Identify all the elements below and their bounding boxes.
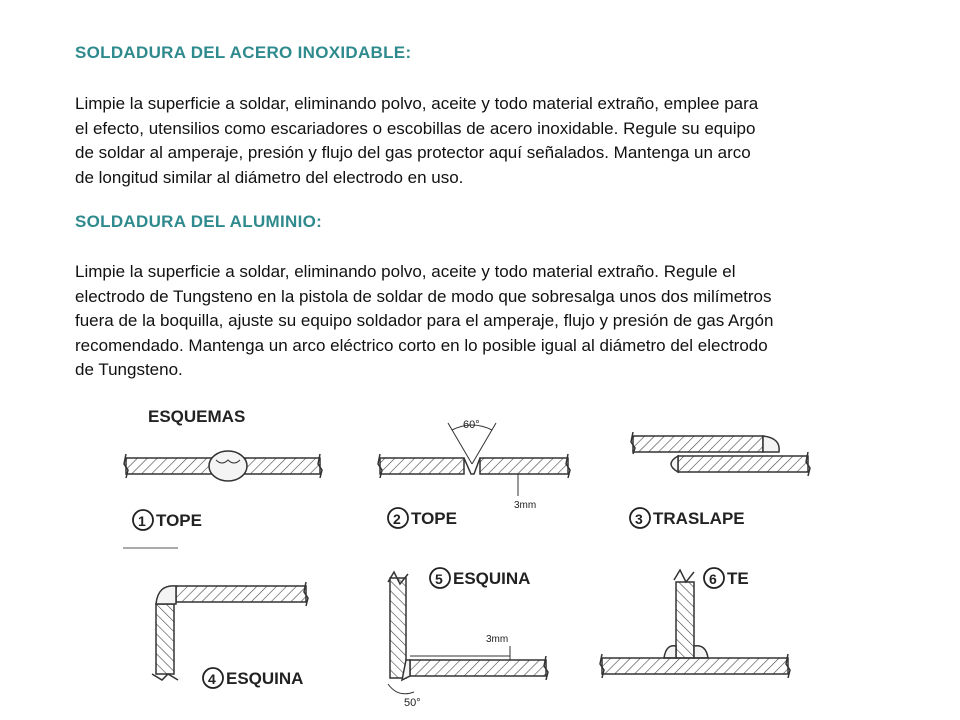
diagram-title: ESQUEMAS — [148, 407, 246, 426]
section-title-aluminum: SOLDADURA DEL ALUMINIO: — [75, 212, 323, 231]
svg-text:TOPE: TOPE — [156, 511, 202, 530]
joint-6-te — [600, 570, 790, 678]
text-line: fuera de la boquilla, ajuste su equipo soldador para el amperaje, flujo y presión de gas Argón — [75, 311, 774, 330]
svg-text:5: 5 — [435, 571, 443, 587]
text-line: el efecto, utensilios como escariadores o escobillas de acero inoxidable. Regule su equipo — [75, 118, 756, 138]
text-line: Limpie la superficie a soldar, eliminando polvo, aceite y todo material extraño, emplee para — [75, 94, 759, 113]
svg-text:ESQUINA: ESQUINA — [226, 669, 304, 688]
gap-3mm-label: 3mm — [514, 500, 537, 511]
joint-3-label — [630, 508, 745, 528]
gap-3mm-label-5: 3mm — [486, 634, 509, 645]
svg-text:TRASLAPE: TRASLAPE — [653, 509, 745, 528]
svg-text:ESQUINA: ESQUINA — [453, 569, 531, 588]
svg-text:4: 4 — [208, 671, 216, 687]
text-line: de soldar al amperaje, presión y flujo del gas protector aquí señalados. Mantenga un arco — [75, 143, 751, 162]
paragraph-stainless — [75, 92, 955, 190]
svg-text:1: 1 — [138, 513, 146, 529]
weld-bead — [209, 451, 247, 481]
paragraph-aluminum — [75, 260, 955, 383]
svg-text:TOPE: TOPE — [411, 509, 457, 528]
text-line: electrodo de Tungsteno en la pistola de soldar de modo que sobresalga unos dos milímetros — [75, 286, 772, 306]
angle-60-label: 60° — [463, 419, 480, 431]
joint-1-tope — [124, 451, 322, 481]
svg-text:2: 2 — [393, 511, 401, 527]
joint-4-esquina — [152, 582, 308, 680]
joint-5-esquina — [388, 572, 548, 694]
text-line: recomendado. Mantenga un arco eléctrico corto en lo posible igual al diámetro del electrodo — [75, 335, 768, 355]
text-line: Limpie la superficie a soldar, eliminando polvo, aceite y todo material extraño. Regule el — [75, 262, 736, 281]
joint-4-label — [203, 668, 303, 688]
section-title-stainless: SOLDADURA DEL ACERO INOXIDABLE: — [75, 43, 412, 62]
joint-3-traslape — [631, 432, 810, 476]
welding-joints-diagram — [118, 398, 960, 720]
text-line: de longitud similar al diámetro del electrodo en uso. — [75, 167, 464, 187]
angle-50-label: 50° — [404, 697, 421, 709]
joint-5-label — [430, 568, 530, 588]
joint-6-label — [704, 568, 749, 588]
svg-text:6: 6 — [709, 571, 717, 587]
svg-text:3: 3 — [635, 511, 643, 527]
joint-1-label — [133, 510, 202, 530]
text-line: de Tungsteno. — [75, 360, 183, 379]
joint-2-tope — [378, 423, 570, 496]
svg-text:TE: TE — [727, 569, 749, 588]
joint-2-label — [388, 508, 457, 528]
